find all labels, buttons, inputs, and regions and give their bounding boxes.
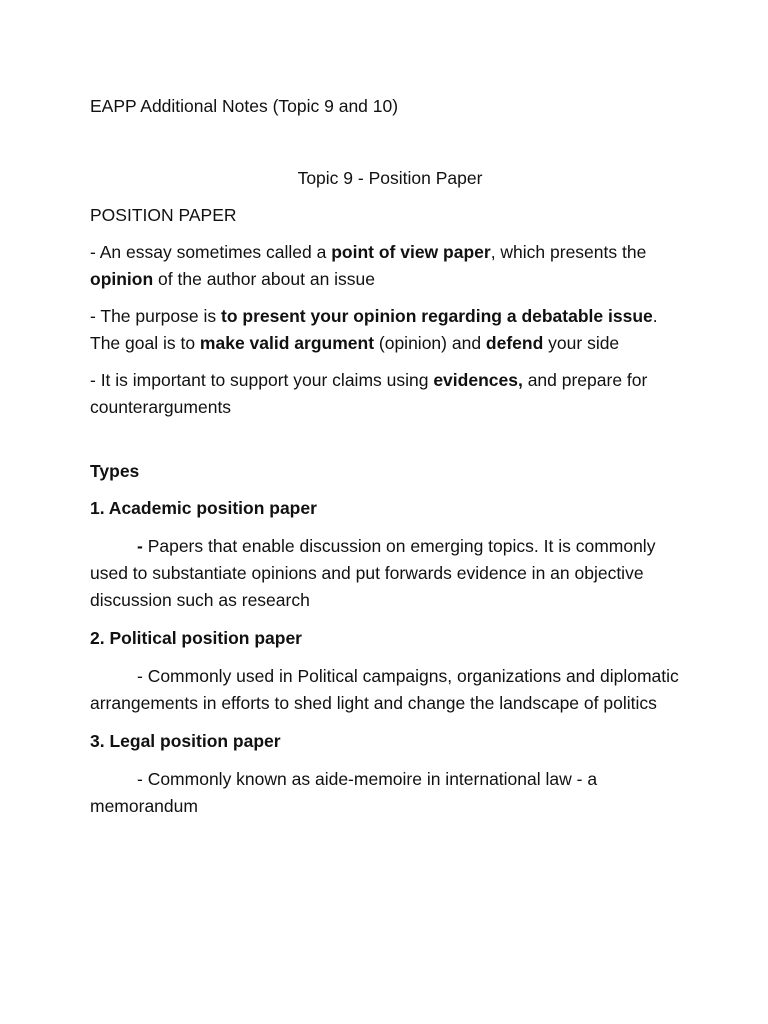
text-segment: - It is important to support your claims using (90, 370, 434, 390)
document-body (90, 93, 690, 831)
text-segment: your side (543, 333, 620, 353)
type-description-academic (90, 533, 690, 614)
definition-paragraph (90, 239, 690, 293)
type-title-political: 2. Political position paper (90, 628, 302, 648)
text-segment: - The purpose is (90, 306, 221, 326)
text-segment: , which presents the (490, 242, 647, 262)
bold-segment: make valid argument (199, 333, 375, 353)
type-title-academic: 1. Academic position paper (90, 498, 317, 518)
evidence-paragraph (90, 367, 690, 421)
text-segment: of the author about an issue (153, 269, 376, 289)
purpose-paragraph (90, 303, 690, 357)
type-title-legal: 3. Legal position paper (90, 731, 281, 751)
type-description-legal: - Commonly known as aide-memoire in international law - a memorandum (90, 769, 598, 816)
bold-segment: - (137, 536, 143, 556)
topic-heading: Topic 9 - Position Paper (297, 168, 483, 188)
text-segment: (opinion) and (374, 333, 486, 353)
section-label: POSITION PAPER (90, 205, 237, 225)
types-heading: Types (90, 461, 140, 481)
document-title: EAPP Additional Notes (Topic 9 and 10) (90, 96, 399, 116)
bold-segment: point of view paper (331, 242, 491, 262)
bold-segment: evidences, (433, 370, 523, 390)
bold-segment: opinion (90, 269, 154, 289)
text-segment: Papers that enable discussion on emerging topics. It is commonly used to substantiate opinions and put forwards evidence in an objective discussion such as research (90, 536, 656, 610)
bold-segment: to present your opinion regarding a debatable issue (221, 306, 653, 326)
text-segment: . The goal is to (90, 306, 658, 353)
bold-segment: defend (485, 333, 544, 353)
text-segment: - An essay sometimes called a (90, 242, 332, 262)
text-segment: and prepare for counterarguments (90, 370, 648, 417)
type-description-political: - Commonly used in Political campaigns, organizations and diplomatic arrangements in efforts to shed light and change the landscape of politics (90, 666, 679, 713)
